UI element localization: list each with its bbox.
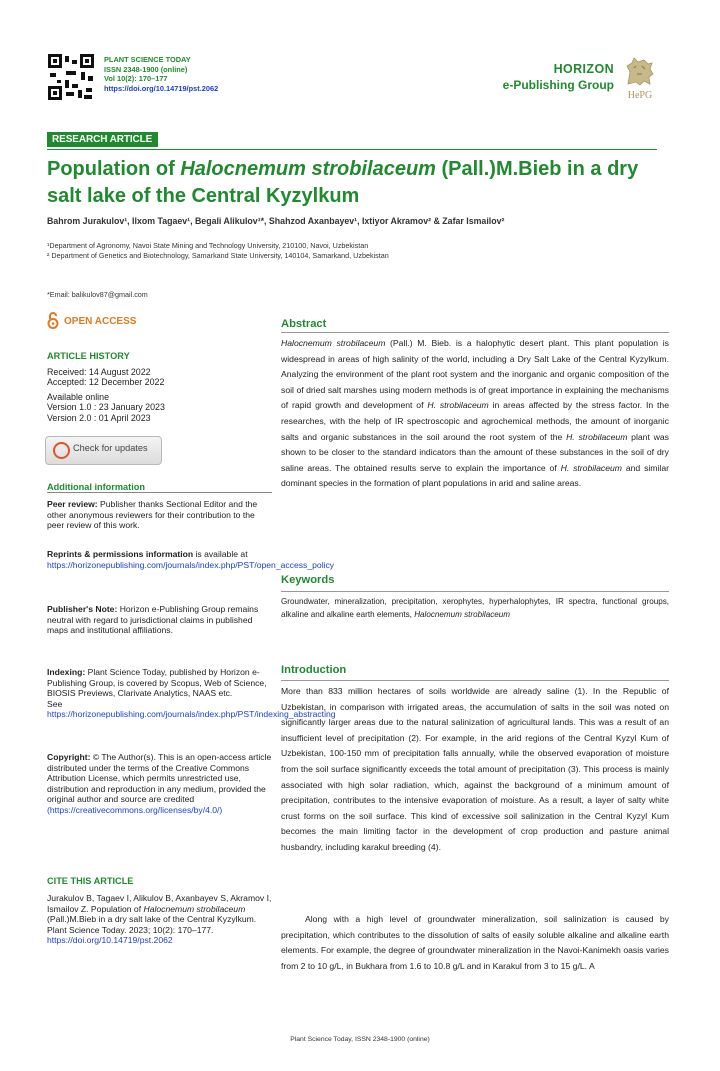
- publisher-lion-logo: [622, 54, 658, 102]
- article-title: Population of Halocnemum strobilaceum (Pall.)M.Bieb in a dry salt lake of the Central Kyzylkum: [47, 158, 639, 207]
- additional-info-heading: Additional information: [47, 482, 145, 492]
- reprints-link[interactable]: https://horizonepublishing.com/journals/index.php/PST/open_access_policy: [47, 559, 335, 570]
- open-access-label: OPEN ACCESS: [64, 316, 137, 327]
- open-access-lock-icon: [47, 311, 59, 329]
- corresponding-email: *Email: balikulov87@gmail.com: [47, 290, 148, 299]
- journal-info: [104, 55, 218, 93]
- publisher-line1: HORIZON: [553, 62, 614, 76]
- abstract-heading: Abstract: [281, 318, 327, 330]
- abstract-text: Halocnemum strobilaceum (Pall.) M. Bieb. is a halophytic desert plant. This plant population is widespread in areas of high salinity of the world, including a Dry Salt Lake of the Central Kyzylkum. Analyzing the environment of the plant root system and the inorganic and organic composition of the soil of dried salt marshes using modern methods is of great importance in explaining the mechanisms of rapid growth and development of H. strobilaceum in areas affected by the stress factor. In the researches, with the help of IR spectroscopic and agrochemical methods, the amount of inorganic salts and organic substances in the soil around the root system of the H. strobilaceum plant was shown to be closer to the standard indicators than the amount of these substances in the soil of dry saline areas. The obtained results serve to explain the importance of H. strobilaceum and similar dominant species in the formation of plant populations in arid and saline areas.: [281, 338, 670, 489]
- check-updates-icon: [53, 442, 70, 459]
- svg-text:HePG: HePG: [627, 90, 653, 101]
- accepted-date: Accepted: 12 December 2022: [47, 377, 165, 388]
- license-link[interactable]: (https://creativecommons.org/licenses/by/4.0/): [47, 804, 223, 815]
- publishers-note: Publisher's Note: Horizon e-Publishing Group remains neutral with regard to jurisdictional claims in published maps and institutional affiliations.: [47, 604, 259, 636]
- indexing-note: Indexing: Plant Science Today, published by Horizon e-Publishing Group, is covered by Scopus, Web of Science, BIOSIS Previews, Clarivate Analytics, NAAS etc. See https://horizonepublishing.com/journals/index.php/PST/indexing_abstracting: [47, 667, 336, 720]
- journal-issn: ISSN 2348-1900 (online): [104, 64, 188, 74]
- article-type-badge: RESEARCH ARTICLE: [47, 132, 158, 147]
- article-history-heading: ARTICLE HISTORY: [47, 351, 130, 361]
- indexing-link[interactable]: https://horizonepublishing.com/journals/index.php/PST/indexing_abstracting: [47, 709, 336, 720]
- available-online: Available online: [47, 391, 110, 402]
- introduction-paragraph-2: Along with a high level of groundwater mineralization, soil salinization is caused by precipitation, which contributes to the dissolution of salts of easily soluble alkaline and alkaline earth elements. For example, the degree of groundwater mineralization in the Navoi-Kanimekh oasis varies from 2 to 10 g/L, in Bukhara from 1.6 to 10.8 g/L and in Karakul from 3 to 15 g/L. A: [281, 914, 669, 971]
- keywords-text: Groundwater, mineralization, precipitation, xerophytes, hyperhalophytes, IR spectra, functional groups, alkaline and alkaline earth elements, Halocnemum strobilaceum: [281, 597, 669, 619]
- affiliations: [47, 241, 389, 261]
- publisher-brand: [503, 61, 614, 93]
- article-history: [47, 367, 272, 423]
- cite-heading: CITE THIS ARTICLE: [47, 876, 134, 886]
- journal-volume: Vol 10(2): 170–177: [104, 74, 168, 84]
- keywords-heading: Keywords: [281, 574, 335, 586]
- qr-code: [48, 54, 94, 100]
- title-divider: [47, 149, 657, 150]
- citation-text: Jurakulov B, Tagaev I, Alikulov B, Axanbayev S, Akramov I, Ismailov Z. Population of Halocnemum strobilaceum (Pall.)M.Bieb in a dry salt lake of the Central Kyzylkum. Plant Science Today. 2023; 10(2): 170–177. https://doi.org/10.14719/pst.2062: [47, 893, 272, 946]
- affiliation-2: ² Department of Genetics and Biotechnology, Samarkand State University, 140104, Samarkand, Uzbekistan: [47, 251, 389, 260]
- journal-doi-link[interactable]: https://doi.org/10.14719/pst.2062: [104, 83, 219, 93]
- abstract-divider: [281, 332, 669, 333]
- page-footer: Plant Science Today, ISSN 2348-1900 (online): [290, 1036, 430, 1043]
- affiliation-1: ¹Department of Agronomy, Navoi State Mining and Technology University, 210100, Navoi, Uzbekistan: [47, 241, 369, 250]
- introduction-divider: [281, 680, 669, 681]
- copyright-note: Copyright: © The Author(s). This is an open-access article distributed under the terms of the Creative Commons Attribution License, which permits unrestricted use, distribution and reproduction in any medium, provided the original author and source are credited (https://creativecommons.org/licenses/by/4.0/): [47, 752, 272, 815]
- additional-divider: [47, 492, 272, 493]
- author-list: Bahrom Jurakulov¹, Ilxom Tagaev¹, Begali Alikulov¹*, Shahzod Axanbayev¹, Ixtiyor Akramov² & Zafar Ismailov²: [47, 216, 505, 226]
- keywords-divider: [281, 591, 669, 592]
- journal-name: PLANT SCIENCE TODAY: [104, 55, 191, 64]
- version-2: Version 2.0 : 01 April 2023: [47, 412, 151, 423]
- peer-review-note: Peer review: Publisher thanks Sectional Editor and the other anonymous reviewers for their contribution to the peer review of this work.: [47, 499, 258, 531]
- check-updates-label: Check for updates: [73, 443, 148, 453]
- received-date: Received: 14 August 2022: [47, 367, 151, 377]
- publisher-line2: e-Publishing Group: [502, 78, 614, 92]
- citation-doi-link[interactable]: https://doi.org/10.14719/pst.2062: [47, 935, 173, 946]
- introduction-paragraph-1: More than 833 million hectares of soils worldwide are already saline (1). In the Republic of Uzbekistan, in comparison with irrigated areas, the accumulation of salts in the soil was noted on significantly larger areas due to the natural salinization of agricultural lands. This was a result of an insufficient level of precipitation (2). For example, in the arid regions of the Central Kyzyl Kum of Uzbekistan, 100-150 mm of precipitation falls annually, while the observed evaporation of moisture from the soil surface significantly exceeds the total amount of precipitation (3). This process is mainly associated with high solar radiation, which, against the background of a minimum amount of precipitation, contributes to the intensive evaporation of moisture. As a result, a layer of salty white crust forms on the soil surface. This kind of excessive soil salinization in the Central Kyzyl Kum becomes the main limiting factor in the development of crop production and pasture animal husbandry, including karakul breeding (4).: [281, 686, 669, 852]
- introduction-heading: Introduction: [281, 664, 347, 676]
- version-1: Version 1.0 : 23 January 2023: [47, 402, 165, 413]
- reprints-note: Reprints & permissions information is available at https://horizonepublishing.com/journals/index.php/PST/open_access_policy: [47, 549, 335, 570]
